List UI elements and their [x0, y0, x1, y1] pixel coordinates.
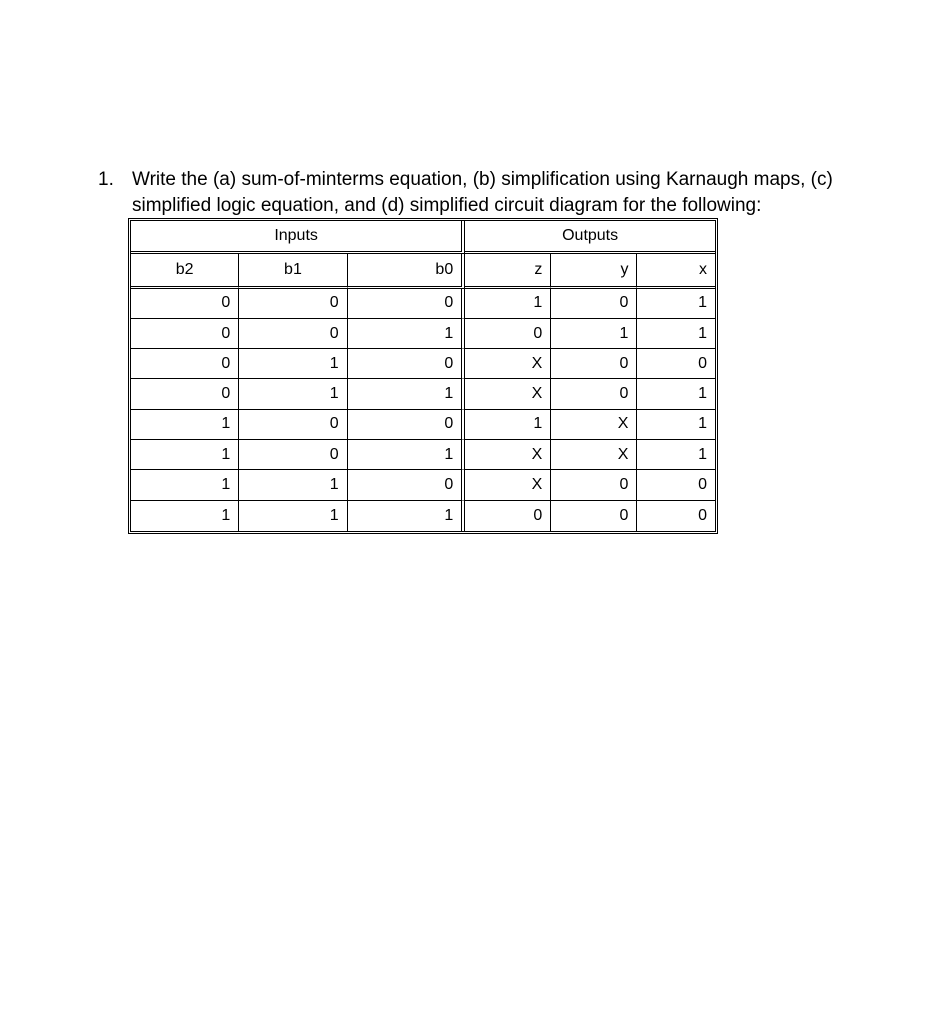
- table-cell-b0: 1: [348, 319, 466, 349]
- outputs-group-header: Outputs: [465, 221, 715, 254]
- table-cell-y: X: [551, 410, 637, 440]
- table-row: [131, 319, 715, 349]
- table-cell-z: 0: [465, 501, 551, 531]
- table-cell-y: 0: [551, 470, 637, 500]
- table-cell-b1: 1: [239, 501, 347, 531]
- table-cell-b2: 0: [131, 379, 239, 409]
- table-cell-x: 1: [637, 319, 715, 349]
- truth-table-body: [131, 289, 715, 531]
- column-header-x: x: [637, 254, 715, 288]
- table-cell-z: X: [465, 379, 551, 409]
- table-cell-x: 0: [637, 470, 715, 500]
- table-cell-b1: 0: [239, 289, 347, 319]
- table-cell-b2: 0: [131, 319, 239, 349]
- question-text: Write the (a) sum-of-minterms equation, (b) simplification using Karnaugh maps, (c) simplified logic equation, and (d) simplified circuit diagram for the following:: [132, 169, 833, 216]
- table-cell-b1: 1: [239, 470, 347, 500]
- table-cell-b1: 0: [239, 319, 347, 349]
- table-cell-x: 0: [698, 506, 707, 524]
- table-cell-y: X: [551, 440, 637, 470]
- table-cell-x: 1: [637, 379, 715, 409]
- group-header-row: [131, 221, 715, 254]
- truth-table: [128, 218, 718, 534]
- table-cell-b0: 0: [348, 349, 466, 379]
- table-cell-b1: 1: [239, 379, 347, 409]
- table-row: [131, 289, 715, 319]
- table-cell-b2: 0: [131, 349, 239, 379]
- table-cell-b2: 0: [131, 289, 239, 319]
- table-cell-z: X: [465, 470, 551, 500]
- table-row: [131, 379, 715, 409]
- table-cell-b0: 1: [348, 501, 466, 531]
- table-cell-b2: 1: [131, 440, 239, 470]
- table-cell-y: 1: [551, 319, 637, 349]
- table-row: [131, 410, 715, 440]
- table-cell-b0: 1: [348, 440, 466, 470]
- table-cell-z: X: [465, 349, 551, 379]
- table-cell-z: 1: [465, 289, 551, 319]
- table-cell-b1: 1: [239, 349, 347, 379]
- table-row: [131, 470, 715, 500]
- column-header-b2: b2: [131, 254, 239, 288]
- table-row: [131, 349, 715, 379]
- table-cell-z: 1: [465, 410, 551, 440]
- inputs-group-header: Inputs: [131, 221, 465, 254]
- column-header-row: [131, 254, 715, 288]
- column-header-b1: b1: [239, 254, 347, 288]
- table-cell-x: 1: [637, 289, 715, 319]
- table-cell-x: 0: [637, 349, 715, 379]
- table-cell-z: 0: [465, 319, 551, 349]
- table-cell-y: 0: [551, 349, 637, 379]
- table-cell-z: X: [465, 440, 551, 470]
- table-cell-x: 1: [637, 410, 715, 440]
- table-cell-x: 1: [637, 440, 715, 470]
- truth-table-grid: [128, 218, 718, 534]
- column-header-b0: b0: [348, 254, 466, 288]
- table-cell-y: 0: [551, 501, 637, 531]
- table-cell-b1: 0: [239, 440, 347, 470]
- table-cell-y: 0: [551, 379, 637, 409]
- table-row: [131, 440, 715, 470]
- table-cell-b2: 1: [131, 501, 239, 531]
- table-row: [131, 501, 715, 531]
- table-cell-b2: 1: [131, 470, 239, 500]
- table-cell-y: 0: [551, 289, 637, 319]
- table-cell-b0: 0: [348, 289, 466, 319]
- table-cell-b2: 1: [131, 410, 239, 440]
- question-number: 1.: [98, 169, 114, 190]
- table-cell-b1: 0: [239, 410, 347, 440]
- table-cell-b0: 1: [348, 379, 466, 409]
- table-cell-b0: 0: [348, 470, 466, 500]
- table-cell-b0: 0: [348, 410, 466, 440]
- question: [98, 167, 898, 219]
- column-header-z: z: [465, 254, 551, 288]
- column-header-y: y: [551, 254, 637, 288]
